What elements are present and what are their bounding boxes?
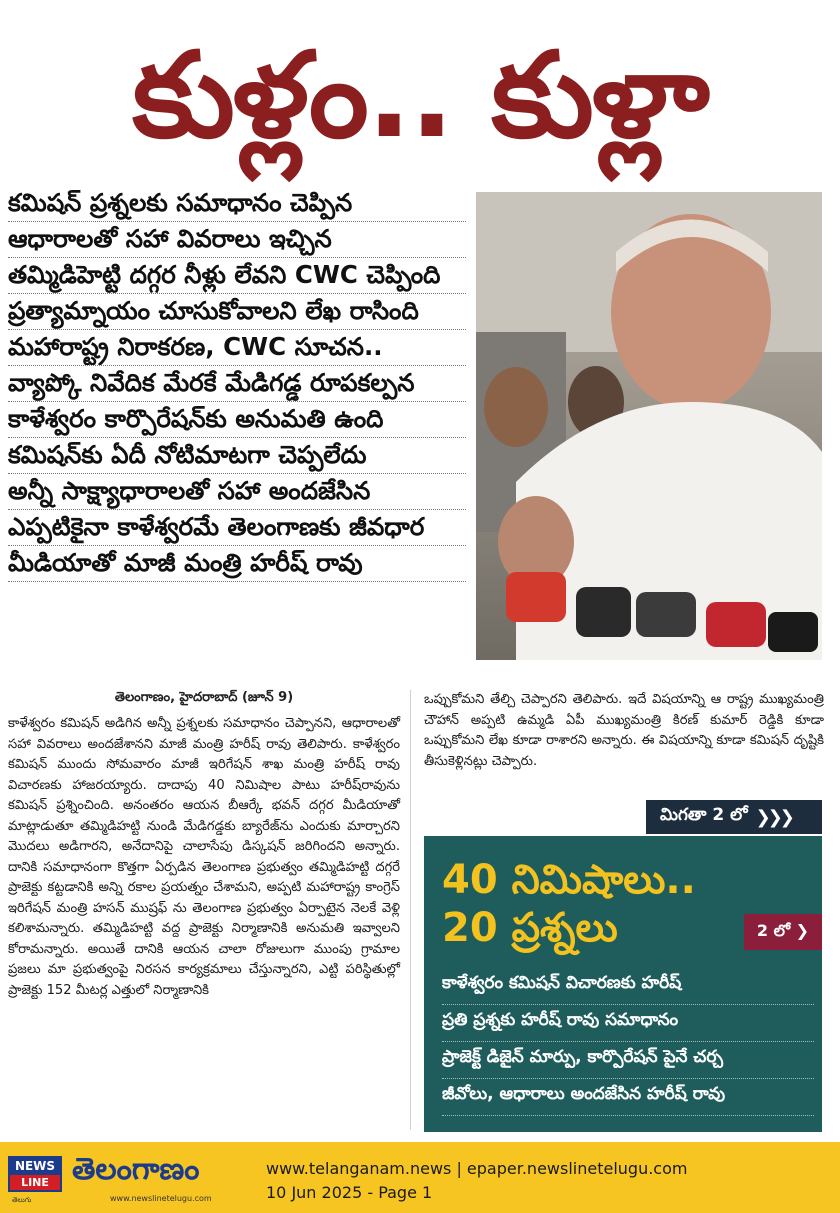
- brand-website: www.newslinetelugu.com: [110, 1194, 212, 1203]
- key-point: మహారాష్ట్ర నిరాకరణ, CWC సూచన..: [8, 330, 466, 366]
- column-divider: [410, 690, 411, 1130]
- key-point: కమిషన్ ప్రశ్నలకు సమాధానం చెప్పిన: [8, 186, 466, 222]
- key-point: ఆధారాలతో సహా వివరాలు ఇచ్చిన: [8, 222, 466, 258]
- photo-illustration: [476, 192, 822, 660]
- key-points-list: [8, 186, 466, 582]
- key-point: ప్రత్యామ్నాయం చూసుకోవాలని లేఖ రాసింది: [8, 294, 466, 330]
- continued-label: మిగతా 2 లో: [660, 805, 748, 825]
- key-point: వ్యాప్కో నివేదిక మేరకే మేడిగడ్డ రూపకల్పన: [8, 366, 466, 402]
- continued-on-page-tag: [646, 800, 822, 834]
- article-body-left: కాళేశ్వరం కమిషన్ అడిగిన అన్నీ ప్రశ్నలకు సమాధానం చెప్పానని, ఆధారాలతో సహా వివరాలు అందజేశానని మాజీ మంత్రి హరీష్ రావు తెలిపారు. కాళేశ్వరం కమిషన్ ముందు సోమవారం మాజీ ఇరిగేషన్ శాఖ మంత్రి హరీష్ రావు విచారణకు హాజరయ్యారు. దాదాపు 40 నిమిషాల పాటు హరీష్‌రావును కమిషన్ ప్రశ్నించింది. అనంతరం ఆయన బీఆర్కే భవన్ దగ్గర మీడియాతో మాట్లాడుతూ తమ్మిడిహట్టి నుండి మేడిగడ్డకు బ్యారేజ్‌ను ఎందుకు మార్చారని మొదలు అడిగారని, అనేదానిపై చాలాసేపు డిస్కషన్ జరిగిందని అన్నారు. దానికి సమాధానంగా కొత్తగా ఏర్పడిన తెలంగాణ ప్రభుత్వం తమ్మిడిహట్టి దగ్గరే ప్రాజెక్టు కట్టడానికి అన్ని రకాల ప్రయత్నం చేశామని, అప్పటి మహారాష్ట్ర కాంగ్రెస్ ఇరిగేషన్ మంత్రి హసన్ ముష్రఫ్ ను తెలంగాణ ప్రభుత్వం ఏర్పాటైన నెలకే వెళ్లి కలిశామన్నారు. తమ్మిడిహట్టి వద్ద ప్రాజెక్టు నిర్మాణానికి అనుమతి ఇవ్వాలని కోరామన్నారు. అయితే దానికి ఆయన చాలా రోజులుగా ముంపు గ్రామాల ప్రజలు మా ప్రభుత్వంపై నిరసన కార్యక్రమాలు చేస్తున్నారని, ఎట్టి పరిస్థితుల్లో ప్రాజెక్టు 152 మీటర్ల ఎత్తులో నిర్మాణానికి: [8, 716, 400, 998]
- key-point: మీడియాతో మాజీ మంత్రి హరీష్ రావు: [8, 546, 466, 582]
- footer-bar: [0, 1142, 840, 1213]
- box-point: ప్రతి ప్రశ్నకు హరీష్ రావు సమాధానం: [442, 1005, 814, 1042]
- key-point: కమిషన్‌కు ఏదీ నోటిమాటగా చెప్పలేదు: [8, 438, 466, 474]
- box-points-list: [442, 968, 814, 1116]
- headline: కుళ్లం.. కుళ్లా: [132, 26, 708, 164]
- highlight-box: [424, 836, 822, 1132]
- box-point: జీవోలు, ఆధారాలు అందజేసిన హరీష్ రావు: [442, 1079, 814, 1116]
- news-photo: [476, 192, 822, 660]
- logo-subtext: తెలుగు: [12, 1196, 32, 1204]
- key-point: ఎప్పటికైనా కాళేశ్వరమే తెలంగాణకు జీవధార: [8, 510, 466, 546]
- box-point: ప్రాజెక్ట్ డిజైన్ మార్పు, కార్పొరేషన్ పైనే చర్చ: [442, 1042, 814, 1079]
- newsline-logo: [8, 1156, 62, 1192]
- logo-line-text: LINE: [10, 1175, 60, 1190]
- footer-urls: www.telanganam.news | epaper.newslinetelugu.com: [266, 1159, 688, 1178]
- footer-date-page: 10 Jun 2025 - Page 1: [266, 1183, 433, 1202]
- key-point: అన్నీ సాక్ష్యాధారాలతో సహా అందజేసిన: [8, 474, 466, 510]
- page-2-tag: 2 లో ❯: [744, 914, 822, 950]
- article-body-right: ఒప్పుకోమని తేల్చి చెప్పారని తెలిపారు. ఇదే విషయాన్ని ఆ రాష్ట్ర ముఖ్యమంత్రి చౌహాన్ అప్పటి ఉమ్మడి ఏపీ ముఖ్యమంత్రి కిరణ్ కుమార్ రెడ్డికి కూడా ఒప్పుకోమని లేఖ కూడా రాశారని అన్నారు. ఈ విషయాన్ని కూడా కమిషన్ దృష్టికి తీసుకెళ్లినట్లు చెప్పారు.: [424, 692, 824, 769]
- logo-news-text: NEWS: [10, 1158, 60, 1175]
- box-title-line: 40 నిమిషాలు..: [442, 857, 696, 903]
- key-point: కాళేశ్వరం కార్పొరేషన్‌కు అనుమతి ఉంది: [8, 402, 466, 438]
- arrows-icon: ❯❯❯: [755, 806, 792, 828]
- box-title: [442, 856, 696, 952]
- box-point: కాళేశ్వరం కమిషన్ విచారణకు హరీష్: [442, 968, 814, 1005]
- dateline: తెలంగాణం, హైదరాబాద్ (జూన్ 9): [114, 690, 294, 705]
- brand-name: తెలంగాణం: [72, 1152, 200, 1187]
- key-point: తమ్మిడిహెట్టి దగ్గర నీళ్లు లేవని CWC చెప్పింది: [8, 258, 466, 294]
- box-title-line: 20 ప్రశ్నలు: [442, 905, 618, 951]
